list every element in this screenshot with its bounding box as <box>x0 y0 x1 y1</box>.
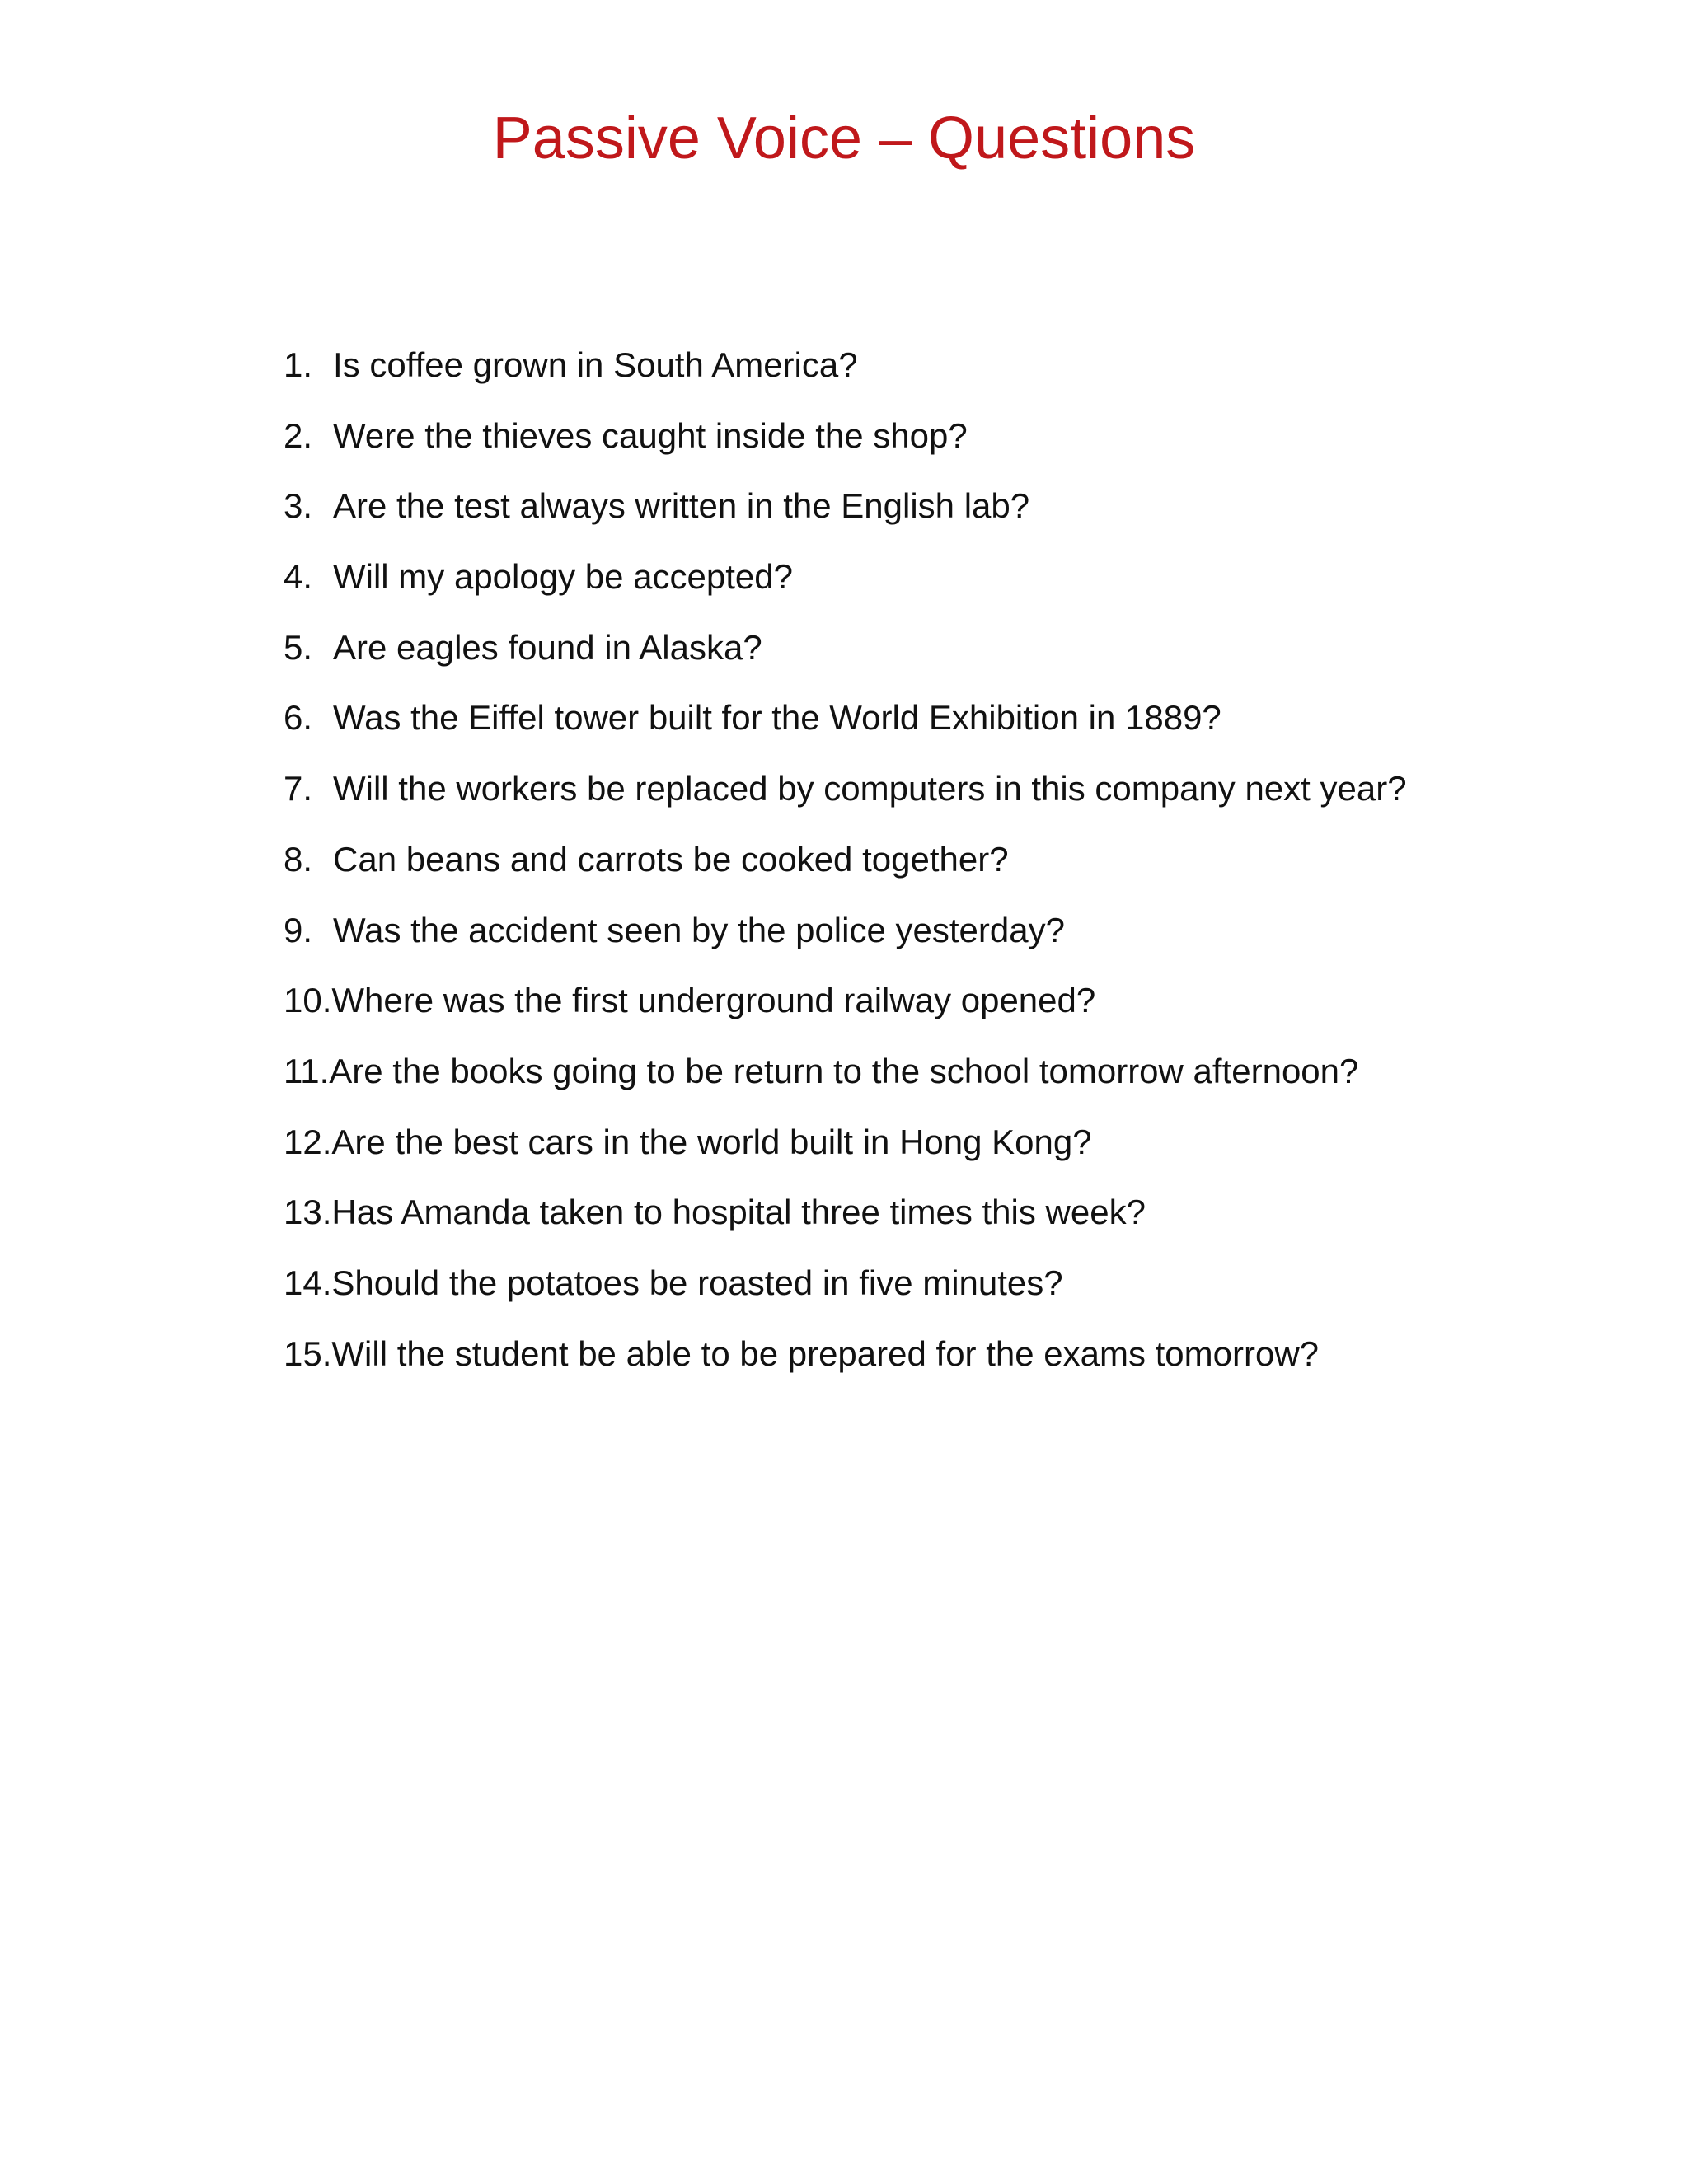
list-item <box>284 479 1520 550</box>
question-text: Are the best cars in the world built in Hong Kong? <box>331 1122 1092 1161</box>
question-number: 2. <box>284 415 313 455</box>
list-item <box>284 1115 1520 1186</box>
question-text: Are the test always written in the English lab? <box>333 486 1030 526</box>
question-text: Were the thieves caught inside the shop? <box>333 415 968 455</box>
question-text: Can beans and carrots be cooked together? <box>333 839 1009 879</box>
question-number: 10. <box>284 981 332 1020</box>
list-item <box>284 409 1520 480</box>
question-text: Is coffee grown in South America? <box>333 345 858 384</box>
question-text: Should the potatoes be roasted in five minutes? <box>331 1263 1063 1302</box>
question-text: Will my apology be accepted? <box>333 557 793 597</box>
question-text: Was the accident seen by the police yesterday? <box>333 910 1065 949</box>
question-number: 8. <box>284 839 313 879</box>
question-text: Has Amanda taken to hospital three times this week? <box>331 1193 1146 1232</box>
question-text: Will the student be able to be prepared for the exams tomorrow? <box>331 1333 1320 1373</box>
list-item <box>284 903 1520 974</box>
question-text: Was the Eiffel tower built for the World Exhibition in 1889? <box>333 698 1221 738</box>
question-number: 15. <box>284 1333 332 1373</box>
list-item <box>284 832 1520 903</box>
question-number: 4. <box>284 557 313 597</box>
list-item <box>284 762 1520 832</box>
question-number: 14. <box>284 1263 332 1302</box>
question-text: Are eagles found in Alaska? <box>333 627 762 667</box>
question-text: Will the workers be replaced by computers in this company next year? <box>333 769 1407 808</box>
question-number: 1. <box>284 345 313 384</box>
list-item <box>284 691 1520 762</box>
list-item <box>284 1256 1520 1327</box>
question-number: 9. <box>284 910 313 949</box>
question-number: 6. <box>284 698 313 738</box>
question-number: 12. <box>284 1122 332 1161</box>
list-item <box>284 550 1520 621</box>
list-item <box>284 1044 1520 1115</box>
list-item <box>284 621 1520 691</box>
question-number: 13. <box>284 1193 332 1232</box>
question-number: 7. <box>284 769 313 808</box>
question-number: 5. <box>284 627 313 667</box>
list-item <box>284 973 1520 1044</box>
page-title: Passive Voice – Questions <box>492 105 1196 171</box>
question-number: 11. <box>284 1051 330 1090</box>
list-item <box>284 338 1520 409</box>
question-text: Are the books going to be return to the school tomorrow afternoon? <box>329 1051 1359 1090</box>
question-list <box>284 338 1520 1397</box>
list-item <box>284 1327 1520 1398</box>
question-number: 3. <box>284 486 313 526</box>
list-item <box>284 1185 1520 1256</box>
question-text: Where was the first underground railway opened? <box>331 981 1096 1020</box>
